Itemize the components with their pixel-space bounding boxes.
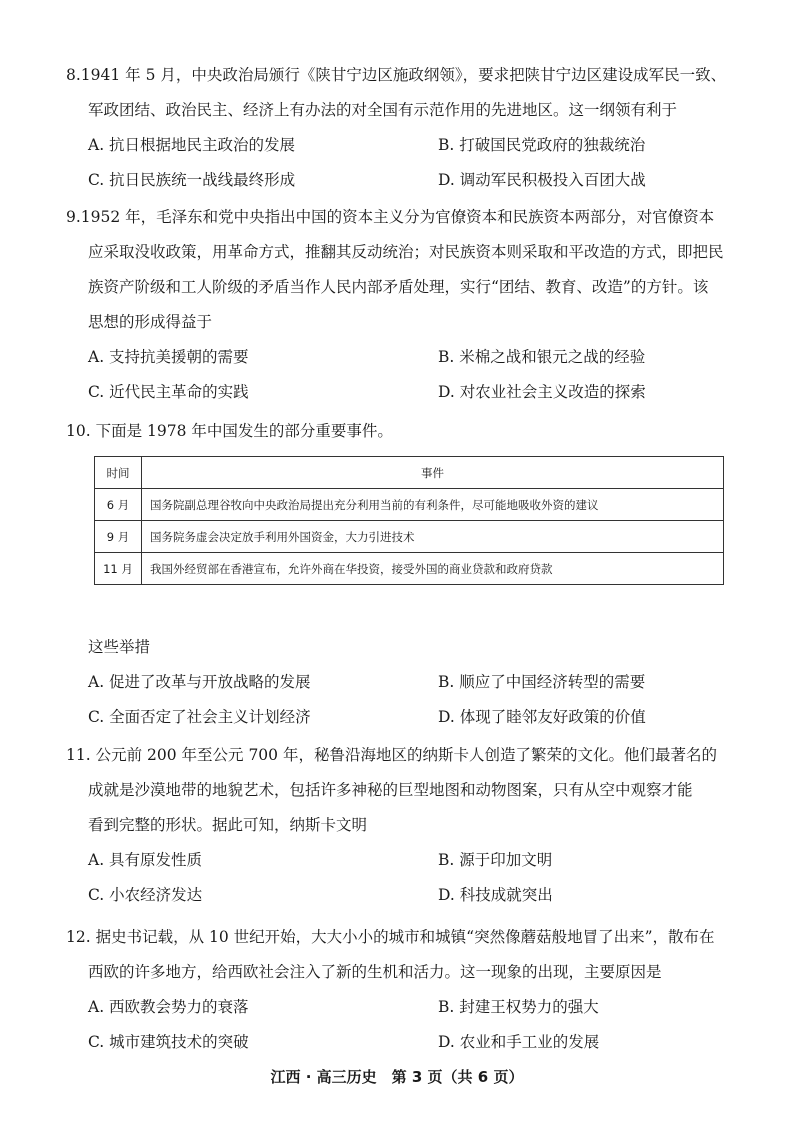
question-9-options-row-1 — [66, 340, 742, 375]
option-d: D. 调动军民积极投入百团大战 — [438, 171, 646, 189]
question-10-after-table: 这些举措 — [88, 638, 151, 656]
option-c: C. 抗日民族统一战线最终形成 — [88, 171, 296, 189]
option-a: A. 促进了改革与开放战略的发展 — [88, 673, 311, 691]
events-table — [94, 456, 724, 585]
table-header-event: 事件 — [142, 457, 724, 489]
table-row — [95, 553, 724, 585]
question-12-line-2: 西欧的许多地方，给西欧社会注入了新的生机和活力。这一现象的出现，主要原因是 — [88, 963, 662, 981]
table-row — [95, 521, 724, 553]
option-b: B. 打破国民党政府的独裁统治 — [438, 136, 646, 154]
option-d: D. 对农业社会主义改造的探索 — [438, 383, 646, 401]
question-9 — [66, 200, 742, 410]
option-a: A. 抗日根据地民主政治的发展 — [88, 136, 296, 154]
table-cell-time: 9 月 — [95, 521, 142, 553]
table-cell-event: 国务院务虚会决定放手利用外国资金，大力引进技术 — [142, 521, 724, 553]
question-9-line-4: 思想的形成得益于 — [88, 313, 213, 331]
question-9-line-3: 族资产阶级和工人阶级的矛盾当作人民内部矛盾处理，实行“团结、教育、改造”的方针。该 — [88, 278, 709, 296]
table-row — [95, 489, 724, 521]
option-a: A. 支持抗美援朝的需要 — [88, 348, 249, 366]
table-header-time: 时间 — [95, 457, 142, 489]
option-c: C. 近代民主革命的实践 — [88, 383, 249, 401]
question-8-line-1: 8.1941 年 5 月，中央政治局颁行《陕甘宁边区施政纲领》，要求把陕甘宁边区建设成军民一致、 — [66, 66, 727, 84]
question-11-line-2: 成就是沙漠地带的地貌艺术，包括许多神秘的巨型地图和动物图案，只有从空中观察才能 — [88, 781, 693, 799]
question-9-line-2: 应采取没收政策，用革命方式，推翻其反动统治；对民族资本则采取和平改造的方式，即把民 — [88, 243, 724, 261]
question-10-line-1: 10. 下面是 1978 年中国发生的部分重要事件。 — [66, 422, 393, 440]
question-10-options-row-1 — [66, 665, 742, 700]
question-11-options-row-1 — [66, 843, 742, 878]
option-b: B. 源于印加文明 — [438, 851, 553, 869]
question-9-options-row-2 — [66, 375, 742, 410]
question-10 — [66, 414, 742, 449]
question-12-options-row-1 — [66, 990, 742, 1025]
question-12 — [66, 920, 742, 1060]
question-11-line-1: 11. 公元前 200 年至公元 700 年，秘鲁沿海地区的纳斯卡人创造了繁荣的文化。他们最著名的 — [66, 746, 717, 764]
table-header-row — [95, 457, 724, 489]
question-8-options-row-2 — [66, 163, 742, 198]
page-footer: 江西 · 高三历史 第 3 页（共 6 页） — [270, 1068, 524, 1086]
option-b: B. 封建王权势力的强大 — [438, 998, 599, 1016]
option-a: A. 具有原发性质 — [88, 851, 203, 869]
table-cell-event: 国务院副总理谷牧向中央政治局提出充分利用当前的有利条件，尽可能地吸收外资的建议 — [142, 489, 724, 521]
question-11-line-3: 看到完整的形状。据此可知，纳斯卡文明 — [88, 816, 368, 834]
question-8-options-row-1 — [66, 128, 742, 163]
table-cell-time: 6 月 — [95, 489, 142, 521]
question-8-line-2: 军政团结、政治民主、经济上有办法的对全国有示范作用的先进地区。这一纲领有利于 — [88, 101, 678, 119]
question-9-line-1: 9.1952 年，毛泽东和党中央指出中国的资本主义分为官僚资本和民族资本两部分，对官僚资本 — [66, 208, 715, 226]
option-d: D. 农业和手工业的发展 — [438, 1033, 600, 1051]
option-b: B. 顺应了中国经济转型的需要 — [438, 673, 646, 691]
question-12-line-1: 12. 据史书记载，从 10 世纪开始，大大小小的城市和城镇“突然像蘑菇般地冒了出来”，散布在 — [66, 928, 715, 946]
question-11-options-row-2 — [66, 878, 742, 913]
option-c: C. 城市建筑技术的突破 — [88, 1033, 249, 1051]
option-c: C. 全面否定了社会主义计划经济 — [88, 708, 311, 726]
question-10-continued — [66, 630, 742, 735]
option-b: B. 米棉之战和银元之战的经验 — [438, 348, 646, 366]
table-cell-time: 11 月 — [95, 553, 142, 585]
question-12-options-row-2 — [66, 1025, 742, 1060]
option-d: D. 体现了睦邻友好政策的价值 — [438, 708, 646, 726]
question-11 — [66, 738, 742, 913]
question-10-options-row-2 — [66, 700, 742, 735]
table-cell-event: 我国外经贸部在香港宣布，允许外商在华投资，接受外国的商业贷款和政府贷款 — [142, 553, 724, 585]
option-d: D. 科技成就突出 — [438, 886, 553, 904]
option-c: C. 小农经济发达 — [88, 886, 203, 904]
question-8 — [66, 58, 742, 198]
option-a: A. 西欧教会势力的衰落 — [88, 998, 249, 1016]
